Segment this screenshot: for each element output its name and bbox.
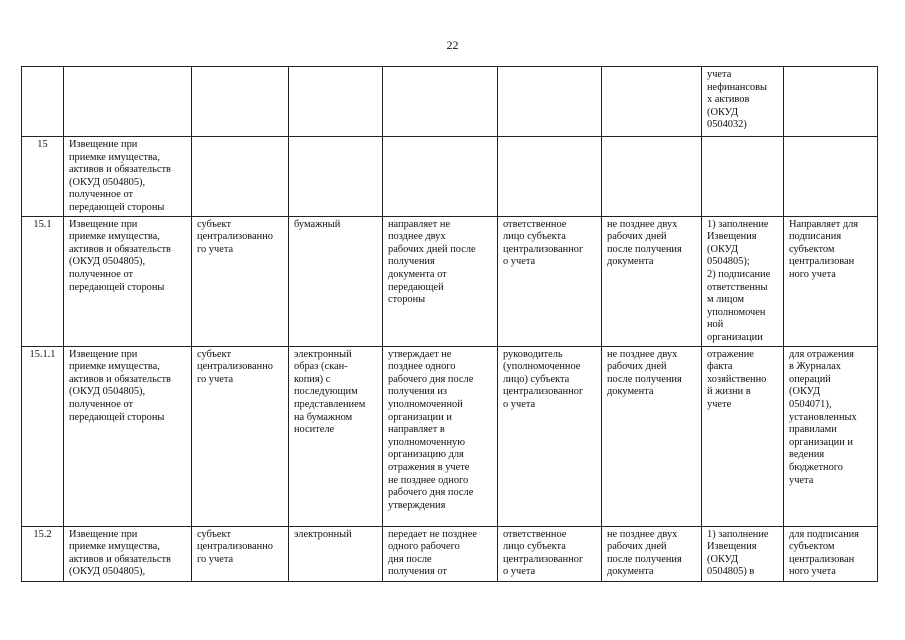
cell-text: 15.1 [33, 218, 52, 230]
table-row [22, 346, 878, 526]
document-table [21, 66, 878, 582]
table-cell [383, 526, 498, 581]
cell-text: Извещение при приемке имущества, активов и обязательств (ОКУД 0504805), полученное от передающей стороны [69, 348, 171, 423]
table-cell [702, 67, 784, 137]
table-row [22, 67, 878, 137]
cell-text: 15.2 [33, 528, 52, 540]
cell-text: не позднее двух рабочих дней после получения документа [607, 528, 682, 578]
table-cell [702, 216, 784, 346]
cell-text: для отражения в Журналах операций (ОКУД 0504071), установленных правилами организации и ведения бюджетного учета [789, 348, 857, 486]
table-cell [192, 137, 289, 217]
table-row [22, 526, 878, 581]
table-cell [64, 526, 192, 581]
table-cell [784, 137, 878, 217]
cell-text: субъект централизованно го учета [197, 348, 273, 385]
cell-text: не позднее двух рабочих дней после получения документа [607, 348, 682, 398]
cell-text: передает не позднее одного рабочего дня после получения от [388, 528, 478, 578]
table-cell [784, 526, 878, 581]
cell-text: субъект централизованно го учета [197, 218, 273, 255]
table-cell [498, 526, 602, 581]
table-cell [784, 216, 878, 346]
cell-text: субъект централизованно го учета [197, 528, 273, 565]
cell-text: ответственное лицо субъекта централизованног о учета [503, 528, 584, 578]
row-number-cell [22, 67, 64, 137]
table-cell [192, 346, 289, 526]
table-cell [702, 346, 784, 526]
table-cell [192, 216, 289, 346]
row-number-cell [22, 137, 64, 217]
table-cell [498, 137, 602, 217]
cell-text: Извещение при приемке имущества, активов и обязательств (ОКУД 0504805), полученное от передающей стороны [69, 139, 171, 213]
table-cell [602, 137, 702, 217]
table-cell [289, 216, 383, 346]
table-cell [602, 526, 702, 581]
table-cell [64, 216, 192, 346]
table-cell [784, 346, 878, 526]
cell-text: электронный образ (скан- копия) с последующим представлением на бумажном носителе [294, 348, 366, 436]
table-cell [602, 67, 702, 137]
cell-text: Извещение при приемке имущества, активов и обязательств (ОКУД 0504805), [69, 528, 171, 578]
table-cell [64, 346, 192, 526]
table-cell [602, 216, 702, 346]
table-cell [383, 346, 498, 526]
cell-text: отражение факта хозяйственно й жизни в учете [707, 348, 767, 410]
cell-text: для подписания субъектом централизован ного учета [789, 528, 859, 578]
table-cell [383, 216, 498, 346]
cell-text: бумажный [294, 218, 341, 230]
page-number: 22 [446, 38, 459, 52]
table-cell [702, 526, 784, 581]
row-number-cell [22, 526, 64, 581]
table-cell [498, 346, 602, 526]
cell-text: направляет не позднее двух рабочих дней после получения документа от передающей стороны [388, 218, 476, 306]
cell-text: утверждает не позднее одного рабочего дня после получения из уполномоченной организации и направляет в уполномоченную организацию для отражения в учете не позднее одного рабочего дня после утверждения [388, 348, 474, 511]
cell-text: электронный [294, 528, 352, 540]
cell-text: учета нефинансовы х активов (ОКУД 0504032) [707, 69, 768, 131]
table-cell [64, 67, 192, 137]
table-cell [702, 137, 784, 217]
cell-text: Направляет для подписания субъектом централизован ного учета [789, 218, 859, 280]
table-cell [602, 346, 702, 526]
cell-text: 15 [37, 139, 48, 150]
cell-text: 1) заполнение Извещения (ОКУД 0504805); 2) подписание ответственны м лицом уполномочен ной организации [707, 218, 771, 343]
table-cell [192, 67, 289, 137]
table-cell [383, 67, 498, 137]
table-cell [383, 137, 498, 217]
cell-text: руководитель (уполномоченное лицо) субъекта централизованног о учета [503, 348, 584, 410]
row-number-cell [22, 216, 64, 346]
cell-text: ответственное лицо субъекта централизованног о учета [503, 218, 584, 268]
row-number-cell [22, 346, 64, 526]
table-row [22, 137, 878, 217]
table-cell [192, 526, 289, 581]
table-cell [289, 137, 383, 217]
cell-text: Извещение при приемке имущества, активов и обязательств (ОКУД 0504805), полученное от передающей стороны [69, 218, 171, 293]
cell-text: 1) заполнение Извещения (ОКУД 0504805) в [707, 528, 769, 578]
table-row [22, 216, 878, 346]
table-cell [784, 67, 878, 137]
cell-text: 15.1.1 [29, 348, 56, 360]
table-cell [289, 346, 383, 526]
table-cell [498, 67, 602, 137]
table-cell [289, 67, 383, 137]
cell-text: не позднее двух рабочих дней после получения документа [607, 218, 682, 268]
table-cell [498, 216, 602, 346]
table-cell [289, 526, 383, 581]
table-cell [64, 137, 192, 217]
